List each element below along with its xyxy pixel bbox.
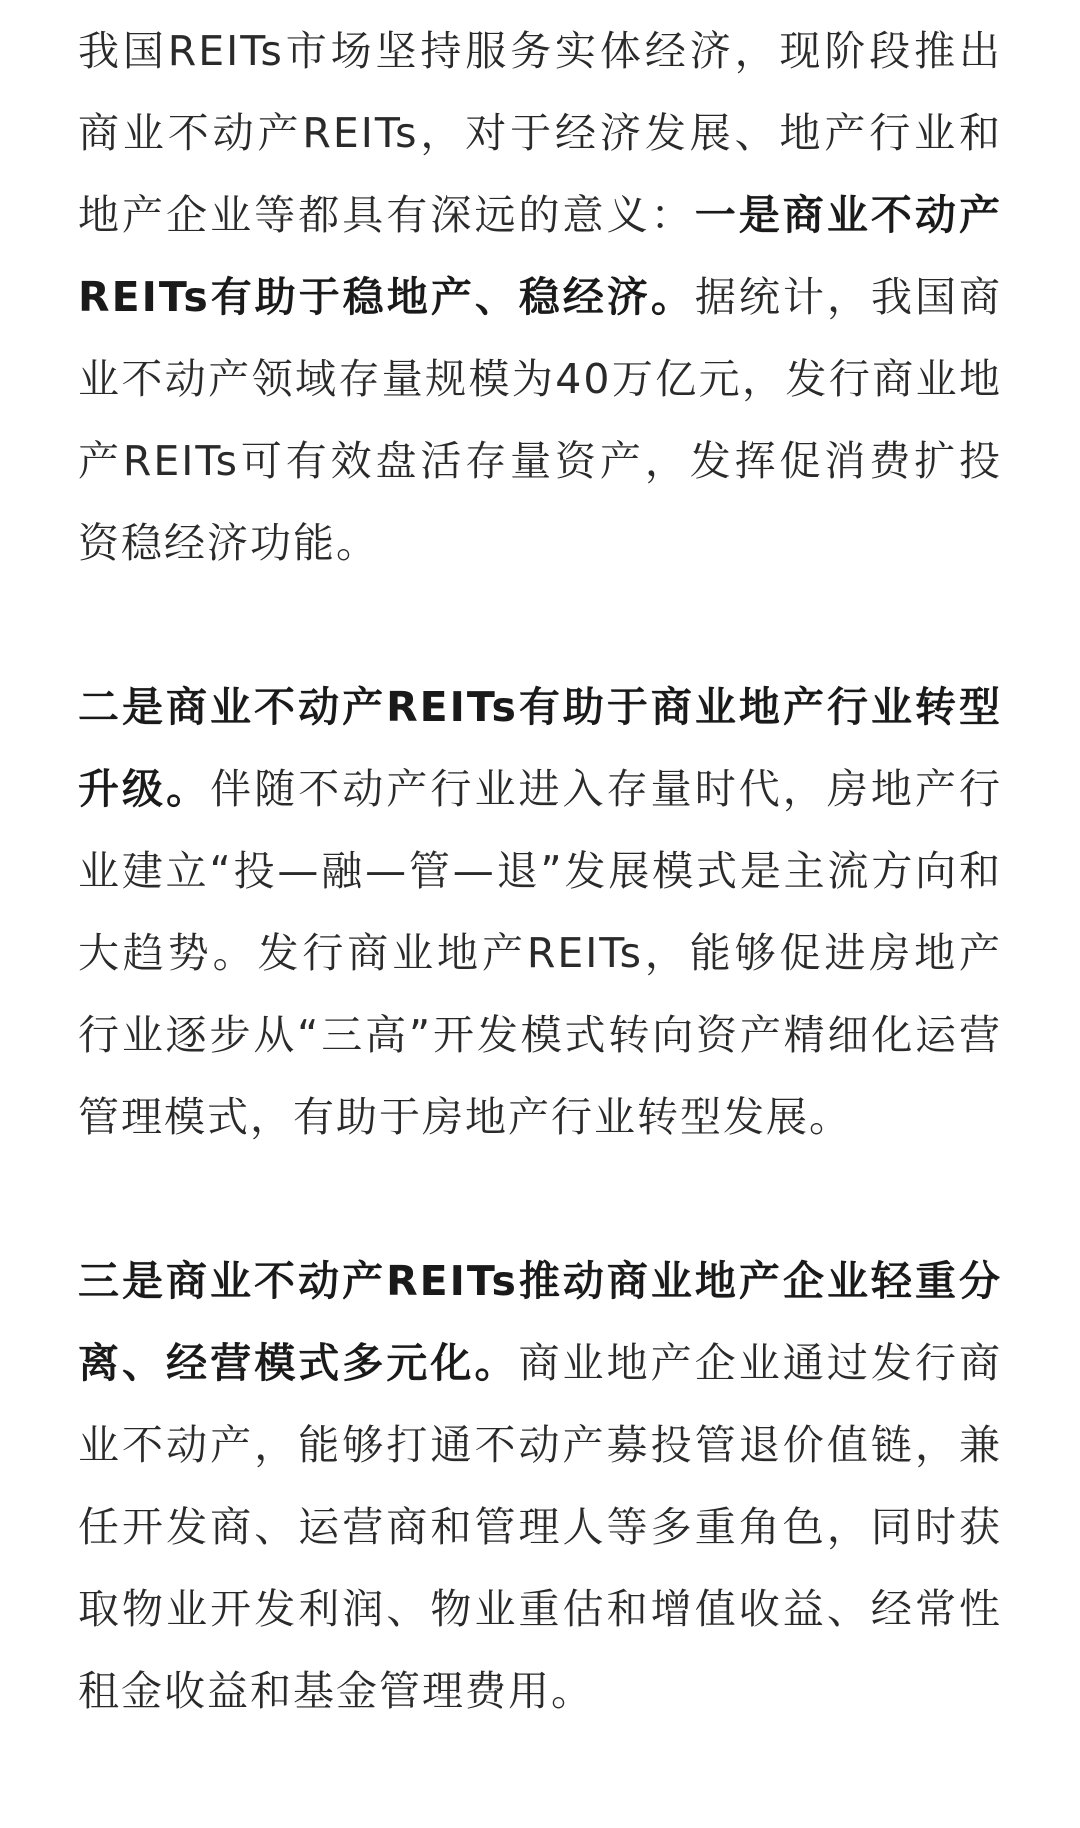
paragraph-1-body: 据统计，我国商业不动产领域存量规模为40万亿元，发行商业地产REITs可有效盘活存量资产，发挥促消费扩投资稳经济功能。 bbox=[78, 273, 1002, 567]
paragraph-2-body: 伴随不动产行业进入存量时代，房地产行业建立“投—融—管—退”发展模式是主流方向和大趋势。发行商业地产REITs，能够促进房地产行业逐步从“三高”开发模式转向资产精细化运营管理模式，有助于房地产行业转型发展。 bbox=[78, 765, 1003, 1141]
paragraph-1-point-one: 一是商业不动产REITs有助于稳地产、稳经济。 bbox=[78, 191, 1003, 321]
paragraph-2-point-two: 二是商业不动产REITs有助于商业地产行业转型升级。 bbox=[78, 683, 1002, 813]
paragraph-1 bbox=[78, 10, 1002, 584]
paragraph-2 bbox=[78, 666, 1002, 1158]
paragraph-3 bbox=[78, 1240, 1002, 1732]
paragraph-3-body: 商业地产企业通过发行商业不动产，能够打通不动产募投管退价值链，兼任开发商、运营商和管理人等多重角色，同时获取物业开发利润、物业重估和增值收益、经常性租金收益和基金管理费用。 bbox=[78, 1339, 1002, 1715]
paragraph-1-intro: 我国REITs市场坚持服务实体经济，现阶段推出商业不动产REITs，对于经济发展、地产行业和地产企业等都具有深远的意义： bbox=[78, 27, 1002, 239]
paragraph-3-point-three: 三是商业不动产REITs推动商业地产企业轻重分离、经营模式多元化。 bbox=[78, 1257, 1002, 1387]
article-body bbox=[78, 10, 1002, 1732]
